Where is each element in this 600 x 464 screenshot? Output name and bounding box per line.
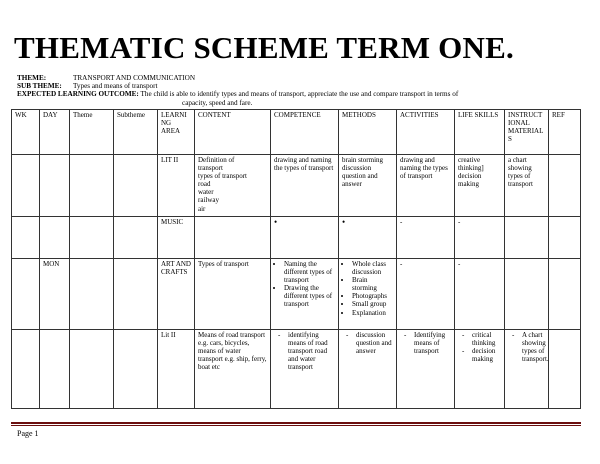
dash-mark: - (458, 218, 461, 226)
theme-label: THEME: (17, 74, 47, 82)
competence-list (274, 331, 335, 371)
methods-list (342, 331, 393, 355)
cell-subtheme (114, 155, 158, 217)
page-number: Page 1 (17, 429, 39, 438)
methods-list (342, 260, 393, 317)
cell-theme (70, 217, 114, 259)
header-activities: ACTIVITIES (397, 110, 455, 155)
header-theme: Theme (70, 110, 114, 155)
cell-wk (12, 259, 40, 330)
cell-ref (549, 217, 581, 259)
cell-theme (70, 330, 114, 409)
cell-ref (549, 259, 581, 330)
header-subtheme: Subtheme (114, 110, 158, 155)
outcome-value: The child is able to identify types and means of transport, appreciate the use and compare transport in terms of (140, 90, 459, 99)
footer-rule (11, 422, 581, 424)
list-item: - identifying means of road transport road and water transport (278, 331, 335, 371)
header-learning-area: LEARNI NG AREA (158, 110, 195, 155)
list-item: - Identifying means of transport (404, 331, 451, 355)
cell-area: LIT II (158, 155, 195, 217)
cell-content (195, 155, 271, 217)
cell-methods: brain storming discussion question and answer (339, 155, 397, 217)
table-header-row (12, 110, 581, 155)
list-item: • Whole class discussion (352, 260, 393, 276)
materials-list (508, 331, 549, 364)
list-item: • Brain storming (352, 276, 393, 292)
header-competence: COMPETENCE (271, 110, 339, 155)
content-line: transport (198, 164, 223, 173)
list-item: - critical thinking (462, 331, 501, 347)
list-item: - discussion question and answer (346, 331, 393, 355)
content-line: road (198, 180, 211, 189)
cell-content (195, 217, 271, 259)
dash-mark: - (400, 260, 403, 268)
cell-methods (339, 259, 397, 330)
cell-competence (271, 259, 339, 330)
cell-activities (397, 259, 455, 330)
table-row (12, 217, 581, 259)
cell-methods (339, 330, 397, 409)
competence-list (274, 260, 335, 309)
scheme-table (11, 109, 581, 409)
list-item: • Small group (352, 300, 393, 308)
content-line: types of transport (198, 172, 247, 181)
cell-ref (549, 330, 581, 409)
cell-life-skills (455, 217, 505, 259)
content-line: railway (198, 196, 219, 205)
cell-wk (12, 217, 40, 259)
cell-area: Lit II (158, 330, 195, 409)
content-line: air (198, 204, 206, 213)
list-item: • Naming the different types of transport (284, 260, 335, 284)
cell-day: MON (40, 259, 70, 330)
subtheme-label: SUB THEME: (17, 82, 62, 91)
subtheme-line (17, 82, 577, 90)
header-methods: METHODS (339, 110, 397, 155)
outcome-line (17, 90, 577, 98)
bullet-mark: • (342, 217, 346, 227)
cell-subtheme (114, 259, 158, 330)
cell-life-skills: creative thinking] decision making (455, 155, 505, 217)
cell-subtheme (114, 330, 158, 409)
cell-subtheme (114, 217, 158, 259)
header-materials: INSTRUCT IONAL MATERIAL S (505, 110, 549, 155)
outcome-continuation: capacity, speed and fare. (182, 98, 253, 107)
theme-value: TRANSPORT AND COMMUNICATION (73, 74, 196, 82)
table-row (12, 330, 581, 409)
cell-wk (12, 330, 40, 409)
dash-mark: - (400, 218, 403, 226)
header-day: DAY (40, 110, 70, 155)
header-life-skills: LIFE SKILLS (455, 110, 505, 155)
cell-life-skills (455, 330, 505, 409)
cell-theme (70, 259, 114, 330)
cell-activities (397, 217, 455, 259)
list-item: • Drawing the different types of transport (284, 284, 335, 308)
life-skills-list (458, 331, 501, 363)
cell-content: Means of road transport e.g. cars, bicycles, means of water transport e.g. ship, ferry, boat etc (195, 330, 271, 409)
list-item: - A chart showing types of transport. (512, 331, 545, 363)
cell-day (40, 155, 70, 217)
content-line: Definition of (198, 156, 235, 164)
cell-area: ART AND CRAFTS (158, 259, 195, 330)
cell-area: MUSIC (158, 217, 195, 259)
cell-materials (505, 330, 549, 409)
list-item: • Photographs (352, 292, 393, 300)
list-item: - decision making (462, 347, 501, 363)
cell-materials: a chart showing types of transport (505, 155, 549, 217)
cell-day (40, 330, 70, 409)
page-title: THEMATIC SCHEME TERM ONE. (14, 30, 514, 65)
cell-competence: drawing and naming the types of transport (271, 155, 339, 217)
bullet-mark: • (274, 217, 278, 227)
activities-list (400, 331, 451, 355)
cell-content: Types of transport (195, 259, 271, 330)
cell-life-skills (455, 259, 505, 330)
header-wk: WK (12, 110, 40, 155)
cell-activities (397, 330, 455, 409)
cell-competence (271, 330, 339, 409)
table-row (12, 259, 581, 330)
content-line: water (198, 188, 214, 197)
theme-line (17, 74, 577, 82)
cell-methods (339, 217, 397, 259)
header-ref: REF (549, 110, 581, 155)
cell-activities: drawing and naming the types of transport (397, 155, 455, 217)
cell-materials (505, 259, 549, 330)
cell-day (40, 217, 70, 259)
cell-competence (271, 217, 339, 259)
cell-ref (549, 155, 581, 217)
subtheme-value: Types and means of transport (73, 82, 158, 91)
list-item: • Explanation (352, 309, 393, 317)
header-content: CONTENT (195, 110, 271, 155)
dash-mark: - (458, 260, 461, 268)
scheme-meta (17, 74, 577, 107)
footer-rule (11, 425, 581, 426)
cell-materials (505, 217, 549, 259)
outcome-label: EXPECTED LEARNING OUTCOME: (17, 90, 139, 99)
cell-wk (12, 155, 40, 217)
table-row (12, 155, 581, 217)
cell-theme (70, 155, 114, 217)
